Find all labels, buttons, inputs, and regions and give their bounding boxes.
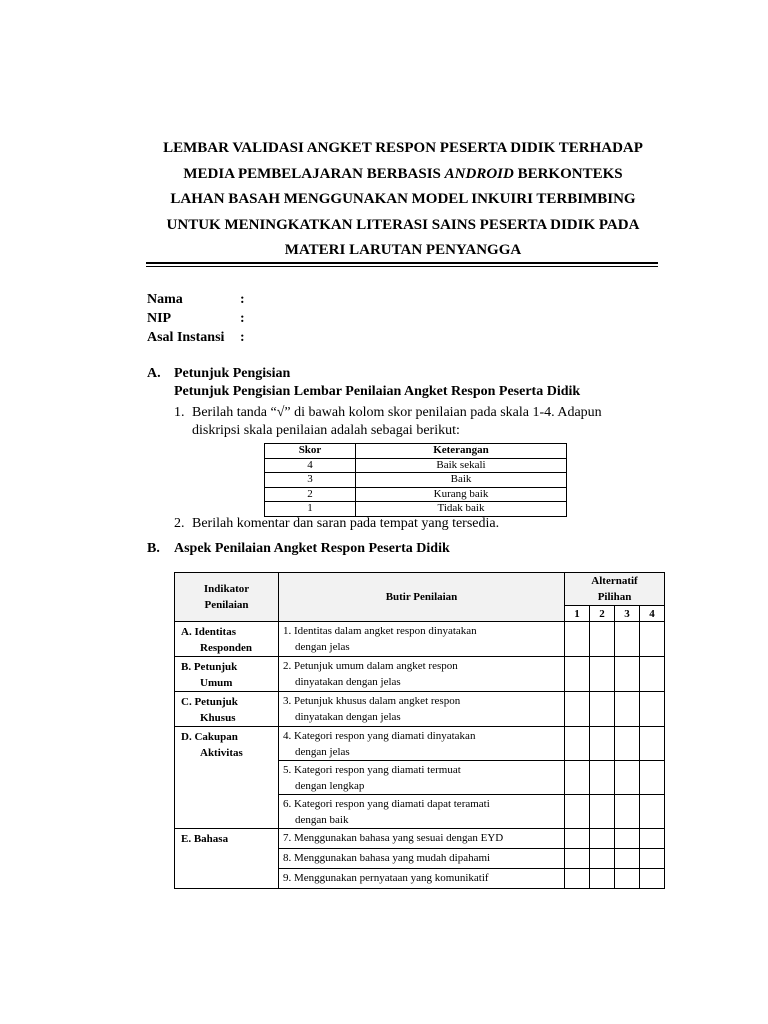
score-cell: 3 bbox=[265, 473, 356, 488]
score-checkbox-2[interactable] bbox=[590, 692, 615, 727]
title-italic-word: ANDROID bbox=[444, 165, 514, 182]
item-cell: 1. Identitas dalam angket respon dinyatakan dengan jelas bbox=[279, 622, 565, 657]
score-scale-table bbox=[264, 443, 567, 517]
table-row bbox=[175, 829, 665, 849]
item-cell: 5. Kategori respon yang diamati termuat dengan lengkap bbox=[279, 761, 565, 795]
item-number: 2. bbox=[174, 516, 185, 531]
score-cell: 4 bbox=[265, 458, 356, 473]
scale-header-2: 2 bbox=[590, 606, 615, 622]
item-text: diskripsi skala penilaian adalah sebagai berikut: bbox=[192, 423, 460, 438]
score-checkbox-2[interactable] bbox=[590, 727, 615, 761]
alternative-header: Alternatif Pilihan bbox=[565, 573, 665, 606]
title-line: LEMBAR VALIDASI ANGKET RESPON PESERTA DIDIK TERHADAP bbox=[163, 140, 643, 156]
indicator-cell: A. Identitas Responden bbox=[175, 622, 279, 657]
scale-header-4: 4 bbox=[640, 606, 665, 622]
score-checkbox-3[interactable] bbox=[615, 727, 640, 761]
field-nama bbox=[147, 290, 245, 309]
description-cell: Kurang baik bbox=[356, 487, 567, 502]
score-checkbox-1[interactable] bbox=[565, 761, 590, 795]
section-title: Petunjuk Pengisian bbox=[174, 366, 291, 381]
title-line: MEDIA PEMBELAJARAN BERBASIS ANDROID BERKONTEKS bbox=[183, 165, 623, 182]
item-cell: 4. Kategori respon yang diamati dinyatakan dengan jelas bbox=[279, 727, 565, 761]
item-number: 1. bbox=[174, 405, 185, 420]
scale-header-3: 3 bbox=[615, 606, 640, 622]
item-cell: 8. Menggunakan bahasa yang mudah dipahami bbox=[279, 849, 565, 869]
table-row bbox=[175, 622, 665, 657]
score-checkbox-1[interactable] bbox=[565, 795, 590, 829]
score-checkbox-4[interactable] bbox=[640, 829, 665, 849]
section-title: Aspek Penilaian Angket Respon Peserta Didik bbox=[174, 541, 450, 556]
title-divider-thick bbox=[146, 262, 658, 264]
table-row bbox=[175, 727, 665, 761]
score-checkbox-3[interactable] bbox=[615, 657, 640, 692]
description-cell: Baik sekali bbox=[356, 458, 567, 473]
item-cell: 3. Petunjuk khusus dalam angket respon dinyatakan dengan jelas bbox=[279, 692, 565, 727]
document-title bbox=[140, 136, 666, 264]
score-checkbox-3[interactable] bbox=[615, 829, 640, 849]
table-row bbox=[265, 458, 567, 473]
title-line: UNTUK MENINGKATKAN LITERASI SAINS PESERTA DIDIK PADA bbox=[166, 216, 640, 233]
score-checkbox-2[interactable] bbox=[590, 829, 615, 849]
score-checkbox-3[interactable] bbox=[615, 795, 640, 829]
score-checkbox-2[interactable] bbox=[590, 761, 615, 795]
score-checkbox-4[interactable] bbox=[640, 795, 665, 829]
score-checkbox-2[interactable] bbox=[590, 795, 615, 829]
field-nip bbox=[147, 309, 245, 328]
score-checkbox-1[interactable] bbox=[565, 869, 590, 889]
score-checkbox-1[interactable] bbox=[565, 849, 590, 869]
score-checkbox-4[interactable] bbox=[640, 622, 665, 657]
score-checkbox-2[interactable] bbox=[590, 869, 615, 889]
score-cell: 2 bbox=[265, 487, 356, 502]
score-checkbox-4[interactable] bbox=[640, 849, 665, 869]
field-asal-instansi bbox=[147, 328, 245, 347]
section-letter: B. bbox=[147, 541, 160, 556]
title-line: MATERI LARUTAN PENYANGGA bbox=[284, 242, 522, 259]
description-cell: Tidak baik bbox=[356, 502, 567, 517]
indicator-cell: E. Bahasa bbox=[175, 829, 279, 889]
score-checkbox-1[interactable] bbox=[565, 622, 590, 657]
field-colon: : bbox=[240, 292, 245, 307]
section-a-subheading: Petunjuk Pengisian Lembar Penilaian Angket Respon Peserta Didik bbox=[174, 384, 581, 399]
indicator-cell: B. Petunjuk Umum bbox=[175, 657, 279, 692]
score-cell: 1 bbox=[265, 502, 356, 517]
field-label: Asal Instansi bbox=[147, 330, 225, 345]
indicator-cell: D. Cakupan Aktivitas bbox=[175, 727, 279, 829]
field-colon: : bbox=[240, 330, 245, 345]
table-row bbox=[265, 487, 567, 502]
title-divider-thin bbox=[146, 266, 658, 267]
assessment-table bbox=[174, 572, 665, 889]
field-label: NIP bbox=[147, 311, 172, 326]
title-line: LAHAN BASAH MENGGUNAKAN MODEL INKUIRI TERBIMBING bbox=[170, 191, 636, 208]
score-checkbox-4[interactable] bbox=[640, 657, 665, 692]
score-checkbox-1[interactable] bbox=[565, 657, 590, 692]
score-checkbox-4[interactable] bbox=[640, 692, 665, 727]
table-row bbox=[175, 692, 665, 727]
score-checkbox-4[interactable] bbox=[640, 727, 665, 761]
item-text: Berilah tanda “√” di bawah kolom skor penilaian pada skala 1-4. Adapun bbox=[192, 405, 602, 420]
description-header: Keterangan bbox=[356, 444, 567, 459]
score-checkbox-3[interactable] bbox=[615, 692, 640, 727]
score-header: Skor bbox=[265, 444, 356, 459]
score-checkbox-2[interactable] bbox=[590, 849, 615, 869]
scale-header-1: 1 bbox=[565, 606, 590, 622]
table-row bbox=[265, 473, 567, 488]
indicator-cell: C. Petunjuk Khusus bbox=[175, 692, 279, 727]
score-checkbox-3[interactable] bbox=[615, 622, 640, 657]
item-cell: 9. Menggunakan pernyataan yang komunikatif bbox=[279, 869, 565, 889]
section-letter: A. bbox=[147, 366, 161, 381]
field-colon: : bbox=[240, 311, 245, 326]
item-text: Berilah komentar dan saran pada tempat yang tersedia. bbox=[192, 516, 500, 531]
score-checkbox-1[interactable] bbox=[565, 727, 590, 761]
item-cell: 2. Petunjuk umum dalam angket respon dinyatakan dengan jelas bbox=[279, 657, 565, 692]
table-row bbox=[265, 502, 567, 517]
score-checkbox-1[interactable] bbox=[565, 829, 590, 849]
indicator-header: Indikator Penilaian bbox=[175, 573, 279, 622]
item-cell: 7. Menggunakan bahasa yang sesuai dengan EYD bbox=[279, 829, 565, 849]
field-label: Nama bbox=[147, 292, 183, 307]
score-checkbox-3[interactable] bbox=[615, 761, 640, 795]
score-checkbox-2[interactable] bbox=[590, 622, 615, 657]
score-checkbox-4[interactable] bbox=[640, 761, 665, 795]
description-cell: Baik bbox=[356, 473, 567, 488]
item-cell: 6. Kategori respon yang diamati dapat teramati dengan baik bbox=[279, 795, 565, 829]
score-checkbox-2[interactable] bbox=[590, 657, 615, 692]
score-checkbox-3[interactable] bbox=[615, 869, 640, 889]
score-checkbox-4[interactable] bbox=[640, 869, 665, 889]
score-checkbox-3[interactable] bbox=[615, 849, 640, 869]
score-checkbox-1[interactable] bbox=[565, 692, 590, 727]
item-header: Butir Penilaian bbox=[279, 573, 565, 622]
table-row bbox=[175, 657, 665, 692]
